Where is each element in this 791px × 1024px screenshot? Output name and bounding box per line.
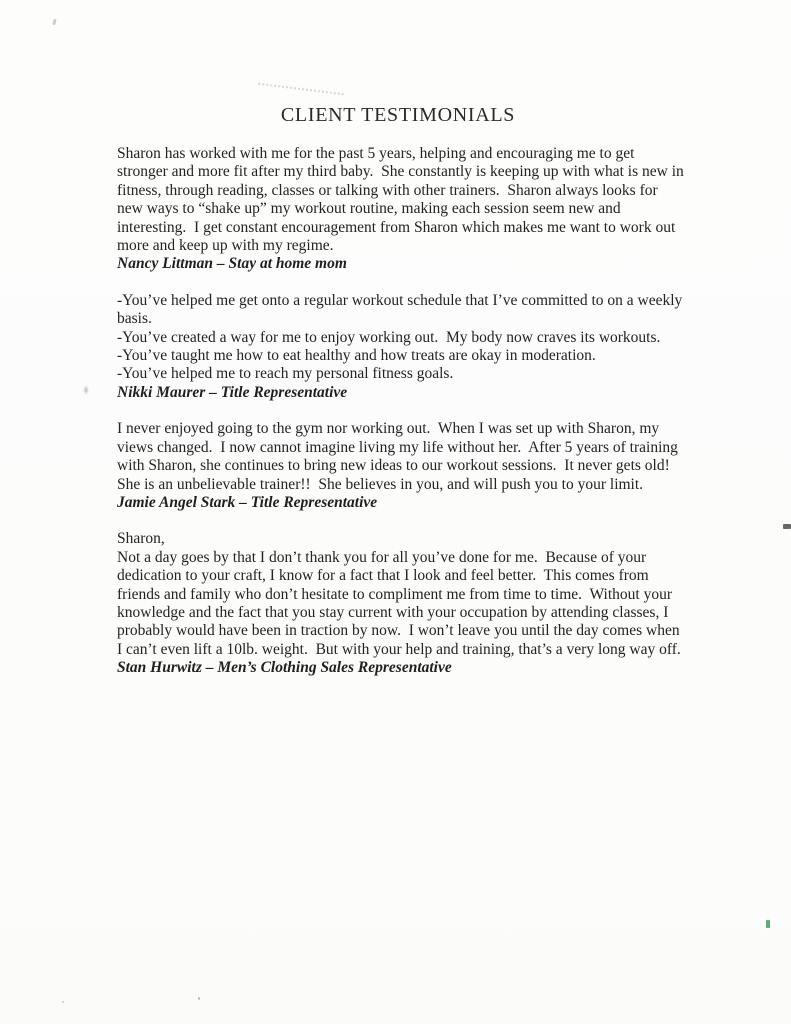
scan-artifact-speck (62, 1001, 64, 1003)
testimonial-attribution: Jamie Angel Stark – Title Representative (117, 493, 378, 511)
scan-artifact-top-left (52, 19, 56, 26)
scan-artifact-left-margin (83, 385, 89, 395)
testimonial-attribution: Nancy Littman – Stay at home mom (117, 255, 347, 273)
testimonial-paragraph: Not a day goes by that I don’t thank you for all you’ve done for me. Because of your dedication to your craft, I know for a fact that I look and feel better. This comes from friends and family who don’t hesitate to compliment me from time to time. Without your knowledge and the fact that you stay current with your occupation by attending classes, I probably would have been in traction by now. I won’t leave you until the day comes when I can’t even lift a 10lb. weight. But with your help and training, that’s a very long way off. (117, 548, 684, 658)
testimonial-paragraph: Sharon has worked with me for the past 5 years, helping and encouraging me to get stronger and more fit after my third baby. She constantly is keeping up with what is new in fitness, through reading, classes or talking with other trainers. Sharon always looks for new ways to “shake up” my workout routine, making each session seem new and interesting. I get constant encouragement from Sharon which makes me want to work out more and keep up with my regime. (117, 145, 688, 255)
testimonial-jamie-angel-stark (117, 420, 687, 512)
scan-artifact-green-speck (766, 920, 770, 928)
testimonial-paragraph: I never enjoyed going to the gym nor working out. When I was set up with Sharon, my views changed. I now cannot imagine living my life without her. After 5 years of training with Sharon, she continues to bring new ideas to our workout sessions. It never gets old! She is an unbelievable trainer!! She believes in you, and will push you to your limit. (117, 420, 682, 493)
page-title: CLIENT TESTIMONIALS (280, 104, 516, 127)
testimonial-attribution: Stan Hurwitz – Men’s Clothing Sales Representative (117, 659, 452, 677)
testimonial-nikki-maurer (117, 292, 687, 402)
testimonial-paragraph: -You’ve helped me get onto a regular workout schedule that I’ve committed to on a weekly basis. (117, 291, 687, 328)
scan-artifact-speck (198, 997, 200, 1000)
testimonial-paragraph: -You’ve taught me how to eat healthy and how treats are okay in moderation. (117, 347, 596, 365)
scan-artifact-dotted-streak (258, 83, 344, 95)
testimonials-content (117, 145, 687, 696)
testimonial-paragraph: -You’ve helped me to reach my personal fitness goals. (117, 365, 454, 383)
scan-artifact-right-edge (783, 524, 791, 529)
testimonial-attribution: Nikki Maurer – Title Representative (117, 383, 348, 401)
testimonial-stan-hurwitz (117, 530, 687, 677)
testimonial-nancy-littman (117, 145, 687, 274)
testimonial-paragraph: -You’ve created a way for me to enjoy working out. My body now craves its workouts. (117, 328, 661, 346)
testimonial-paragraph: Sharon, (117, 530, 165, 548)
